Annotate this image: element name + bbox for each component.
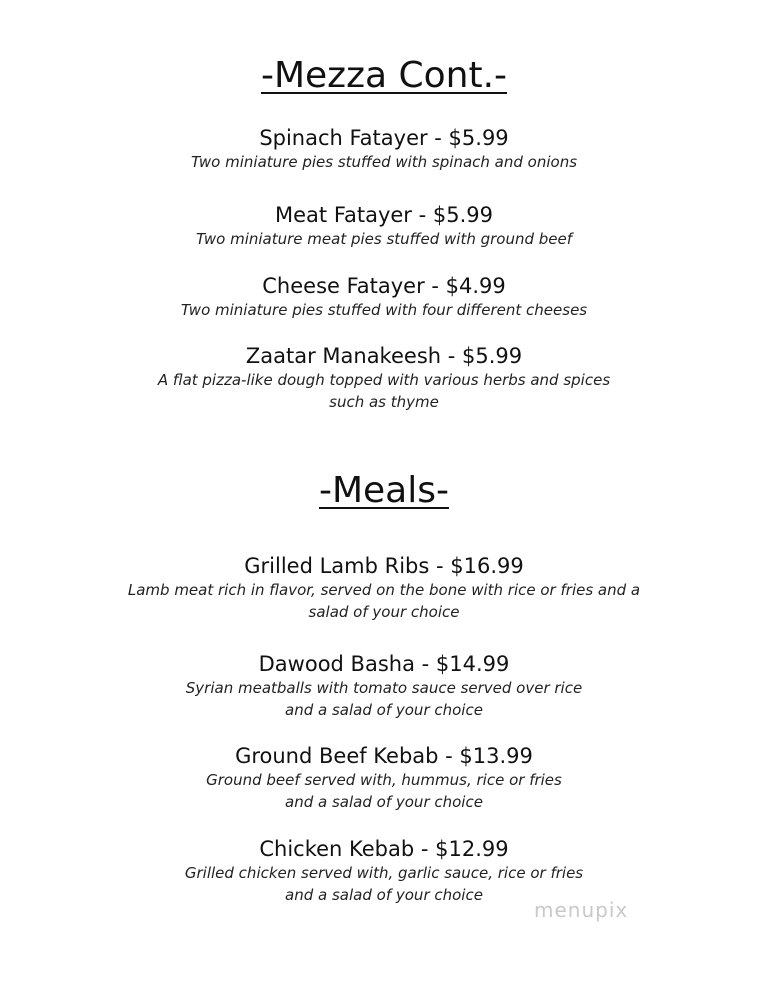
item-desc: salad of your choice [308,603,460,621]
item-desc: such as thyme [329,393,439,411]
item-desc: Two miniature pies stuffed with four different cheeses [180,301,588,319]
item-name: Dawood Basha - $14.99 [258,652,510,676]
item-name: Cheese Fatayer - $4.99 [262,274,506,298]
menu-item-meat-fatayer [60,202,708,250]
item-name: Spinach Fatayer - $5.99 [259,126,509,150]
item-desc: Two miniature pies stuffed with spinach and onions [190,153,578,171]
item-desc: and a salad of your choice [285,793,483,811]
item-desc: and a salad of your choice [285,701,483,719]
item-desc: A flat pizza-like dough topped with various herbs and spices [157,371,611,389]
item-name: Ground Beef Kebab - $13.99 [235,744,533,768]
item-desc: Two miniature meat pies stuffed with ground beef [195,230,573,248]
section-title-meals: -Meals- [318,470,449,511]
item-desc: Syrian meatballs with tomato sauce served over rice [185,679,583,697]
menu-item-dawood-basha [60,651,708,721]
menupix-watermark: menupix [534,898,629,922]
section-title-mezza: -Mezza Cont.- [260,55,508,96]
item-name: Chicken Kebab - $12.99 [259,837,509,861]
menu-item-grilled-lamb-ribs [60,553,708,623]
item-desc: Grilled chicken served with, garlic sauce, rice or fries [184,864,584,882]
menu-item-spinach-fatayer [60,125,708,173]
menu-item-cheese-fatayer [60,273,708,321]
item-desc: Lamb meat rich in flavor, served on the bone with rice or fries and a [127,581,641,599]
item-name: Zaatar Manakeesh - $5.99 [245,344,523,368]
item-desc: Ground beef served with, hummus, rice or fries [206,771,562,789]
item-name: Grilled Lamb Ribs - $16.99 [244,554,524,578]
menu-item-zaatar-manakeesh [60,343,708,413]
menu-item-chicken-kebab [60,836,708,906]
item-desc: and a salad of your choice [285,886,483,904]
menu-item-ground-beef-kebab [60,743,708,813]
item-name: Meat Fatayer - $5.99 [275,203,493,227]
